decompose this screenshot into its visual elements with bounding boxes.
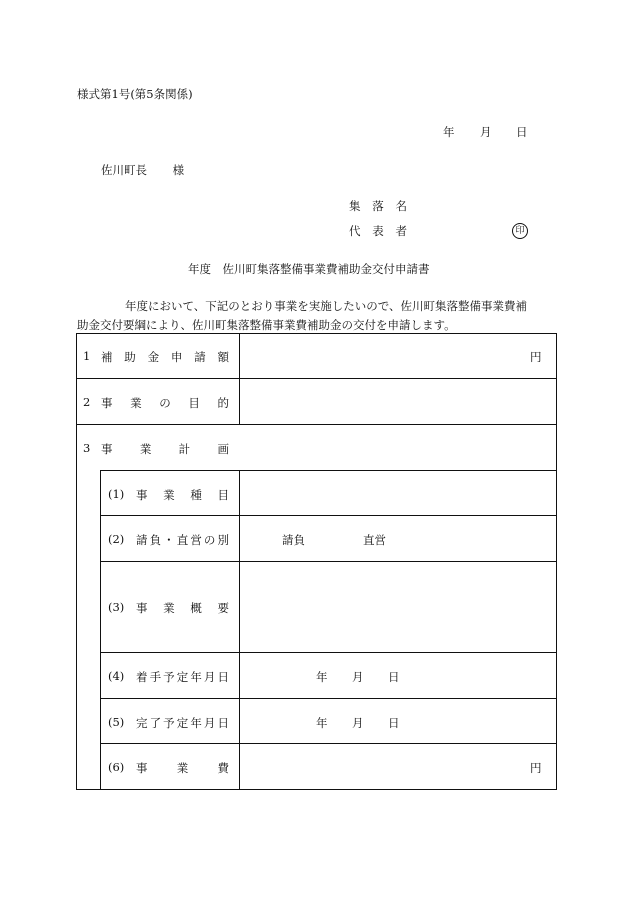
representative-label: 代 表 者 — [349, 224, 407, 238]
sub1-number: (1) — [108, 487, 125, 501]
addressee-name: 佐川町長 — [101, 163, 147, 177]
row2-label-purpose: 事 業 の 目 的 — [101, 396, 229, 410]
sub6-unit-yen: 円 — [530, 761, 542, 775]
date-month: 月 — [480, 125, 492, 139]
row1-number: 1 — [83, 349, 91, 363]
sub3-label-project-overview: 事 業 概 要 — [136, 601, 229, 615]
row3-number: 3 — [83, 441, 91, 455]
option-direct: 直営 — [363, 533, 386, 547]
row3-label-project-plan: 事 業 計 画 — [101, 442, 229, 456]
document-title: 年度 佐川町集落整備事業費補助金交付申請書 — [188, 262, 430, 276]
settlement-name-label: 集 落 名 — [349, 199, 407, 213]
date-day: 日 — [516, 125, 528, 139]
row1-unit-yen: 円 — [530, 350, 542, 364]
addressee — [101, 162, 184, 178]
sub4-number: (4) — [108, 669, 125, 683]
sub5-label-completion-date: 完 了 予 定 年 月 日 — [136, 716, 229, 730]
body-text-line-2: 助金交付要綱により、佐川町集落整備事業費補助金の交付を申請します。 — [77, 318, 456, 332]
start-month: 月 — [352, 670, 364, 684]
start-year: 年 — [316, 670, 328, 684]
row1-label-subsidy-amount: 補 助 金 申 請 額 — [101, 350, 229, 364]
row2-number: 2 — [83, 395, 91, 409]
date-year: 年 — [443, 125, 455, 139]
addressee-honorific: 様 — [172, 163, 185, 177]
end-month: 月 — [352, 716, 364, 730]
end-day: 日 — [388, 716, 400, 730]
sub1-label-project-type: 事 業 種 目 — [136, 488, 229, 502]
sub5-number: (5) — [108, 715, 125, 729]
start-day: 日 — [388, 670, 400, 684]
sub6-label-project-cost: 事 業 費 — [136, 761, 229, 775]
sub3-number: (3) — [108, 600, 125, 614]
seal-icon: 印 — [512, 223, 528, 239]
sub6-number: (6) — [108, 760, 125, 774]
sub2-label-contract-or-direct: 請 負 ・ 直 営 の 別 — [136, 533, 229, 547]
form-number: 様式第1号(第5条関係) — [77, 87, 193, 101]
sub2-number: (2) — [108, 532, 125, 546]
option-contract: 請負 — [282, 533, 305, 547]
sub4-label-start-date: 着 手 予 定 年 月 日 — [136, 670, 229, 684]
body-text-line-1: 年度において、下記のとおり事業を実施したいので、佐川町集落整備事業費補 — [125, 299, 528, 313]
end-year: 年 — [316, 716, 328, 730]
seal-mark — [512, 222, 528, 239]
